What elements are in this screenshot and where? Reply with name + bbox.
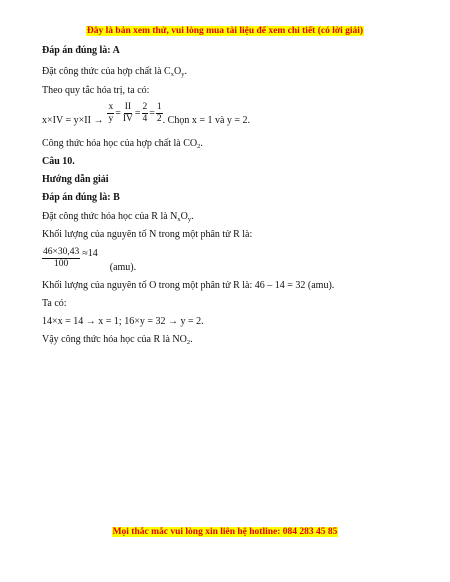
q9-eq-left: x×IV = y×II →	[42, 115, 104, 126]
hotline-text: Mọi thắc mắc vui lòng xin liên hệ hotline: 084 283 45 85	[112, 527, 338, 537]
q10-approx: ≈14	[82, 248, 98, 259]
q10-title: Câu 10.	[42, 156, 75, 167]
q9-formula-setup: Đặt công thức của hợp chất là $C_xO_y$.	[42, 66, 187, 78]
q10-n-mass-fraction: $\frac{46\times 30,43}{100}$	[43, 247, 80, 269]
q9-frac-1-2: $\frac{1}{2}$	[156, 102, 162, 124]
q9-valence-rule: Theo quy tắc hóa trị, ta có:	[42, 85, 150, 96]
q10-o-mass: Khối lượng của nguyên tố O trong một phân tử R là: 46 – 14 = 32 (amu).	[42, 280, 335, 291]
q10-formula-setup: Đặt công thức hóa học của R là $N_xO_y$.	[42, 211, 194, 223]
q9-valence-equation: x×IV = y×II → $\frac{x}{y}$ = $\frac{II}{IV}$ = $\frac{2}{4}$ = $\frac{1}{2}$ . Chọn x = 1 và y = 2.	[42, 102, 251, 126]
q9-frac-valence: $\frac{II}{IV}$	[122, 102, 133, 124]
preview-banner	[0, 26, 450, 36]
q10-unit: (amu).	[109, 262, 137, 273]
q10-solve: 14×x = 14 → x = 1; 16×y = 32 → y = 2.	[42, 316, 204, 327]
hotline-footer	[0, 527, 450, 537]
preview-banner-text: Đây là bản xem thử, vui lòng mua tài liệu để xem chi tiết (có lời giải)	[86, 26, 364, 36]
q9-choose: . Chọn x = 1 và y = 2.	[162, 115, 251, 126]
q10-guide-heading: Hướng dẫn giải	[42, 174, 109, 185]
q10-answer: Đáp án đúng là: B	[42, 192, 120, 203]
q10-we-have: Ta có:	[42, 298, 67, 309]
q9-frac-xy: $\frac{x}{y}$	[108, 102, 114, 124]
q9-answer: Đáp án đúng là: A	[42, 45, 120, 56]
q10-conclusion: Vậy công thức hóa học của R là $NO_2$.	[42, 334, 193, 346]
q9-conclusion: Công thức hóa học của hợp chất là $CO_2$.	[42, 138, 203, 150]
q10-n-mass-equation	[42, 243, 136, 274]
q9-frac-2-4: $\frac{2}{4}$	[142, 102, 148, 124]
q10-n-mass-label: Khối lượng của nguyên tố N trong một phân tử R là:	[42, 229, 253, 240]
